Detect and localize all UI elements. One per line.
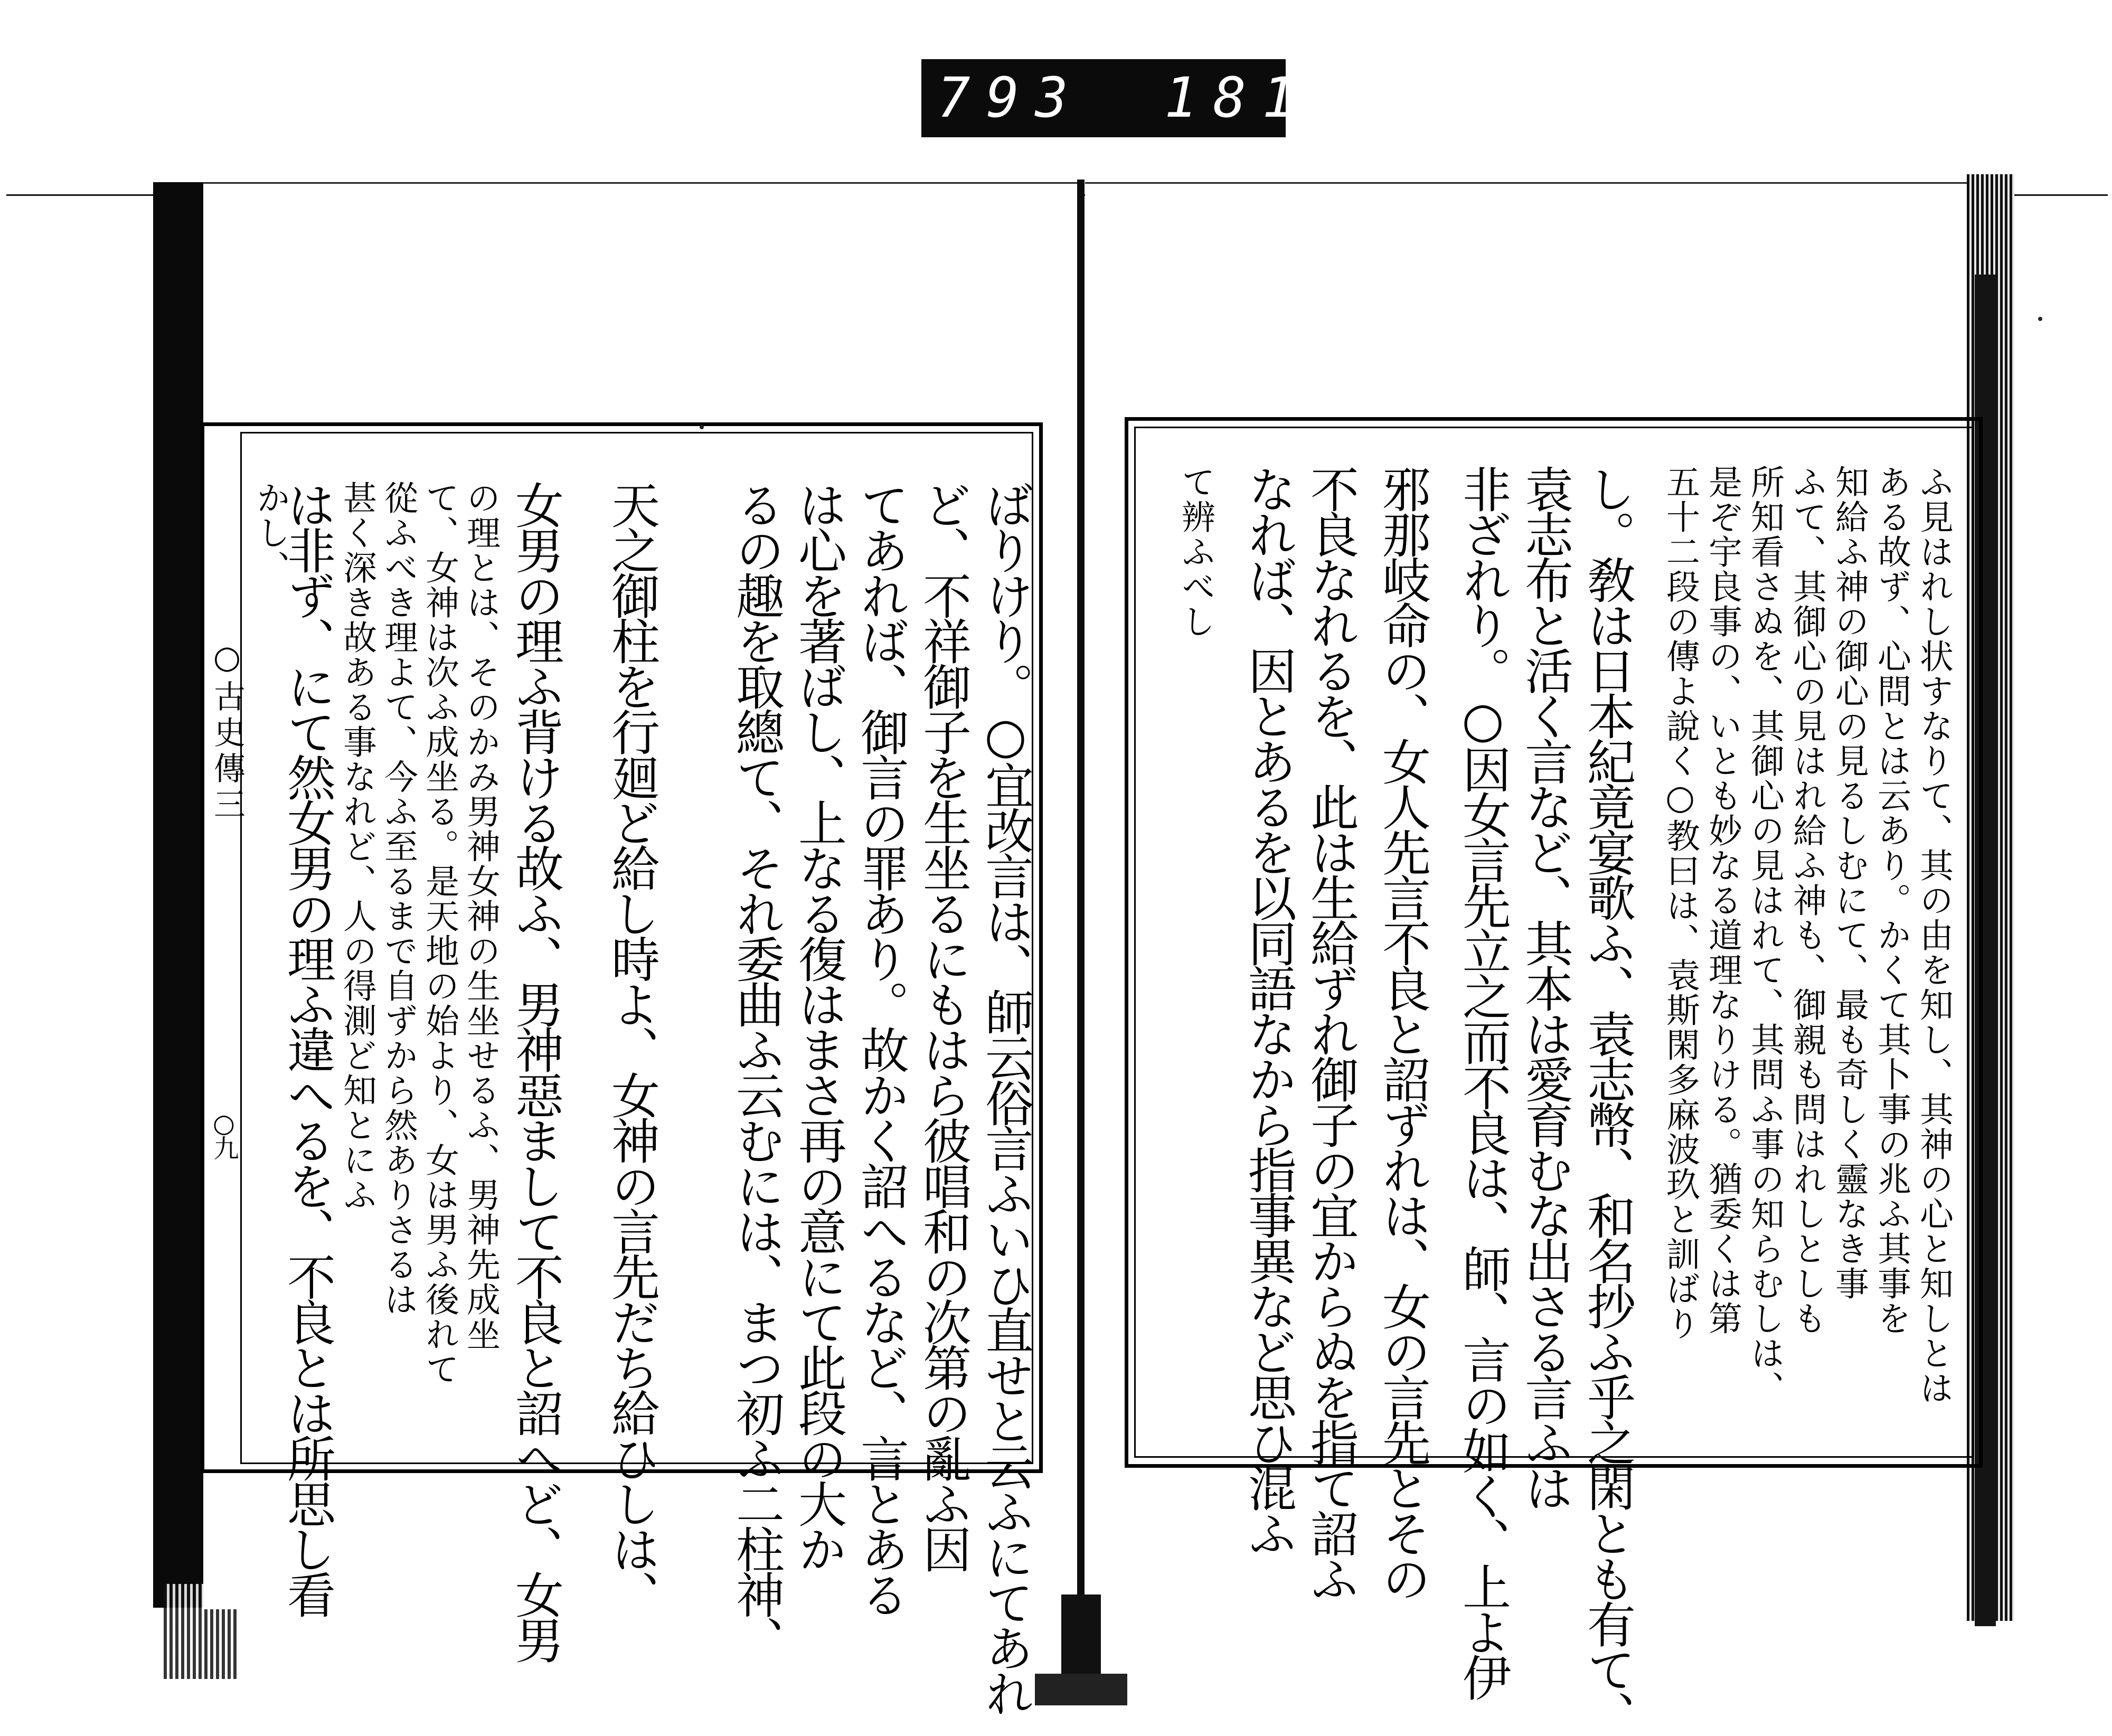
text-column: かし、: [251, 480, 290, 585]
text-column: ふ見はれし状すなりて、其の由を知し、其神の心と知しとは: [1914, 465, 1953, 1405]
text-column: ある故ず、心問とは云あり。かくて其卜事の兆ふ其事を: [1872, 465, 1911, 1336]
text-column: 天之御柱を行廻ど給し時よ、女神の言先だち給ひしは、: [604, 480, 660, 1616]
text-column: 知給ふ神の御心の見るしむにて、最も奇しく靈なき事: [1830, 465, 1869, 1301]
text-column: は心を著ばし、上なる復はまさ再の意にて此段の大か: [790, 480, 847, 1570]
film-frame-number-left: 793: [937, 65, 1084, 130]
scan-speck: [2038, 317, 2042, 321]
text-column: ふて、其御心の見はれ給ふ神も、御親も問はれしとしも: [1787, 465, 1826, 1336]
text-column: なれば、因とあるを以同語なから指事異など思ひ混ふ: [1240, 465, 1297, 1554]
running-title: ○古史傳三: [209, 639, 246, 824]
text-column: るの趣を取總て、それ委曲ふ云むには、まつ初ふ二柱神、: [728, 480, 785, 1661]
text-column: の理とは、そのかみ男神女神の生坐せるふ、男神先成坐: [461, 480, 500, 1352]
text-column: 所知看さぬを、其御心の見はれて、其問ふ事の知らむしは、: [1745, 465, 1784, 1405]
text-column: 袁志布と活く言など、其本は愛育むな出さる言ふは: [1517, 465, 1573, 1509]
text-column: 五十二段の傳よ說く○教曰は、袁斯閑多麻波玖と訓ばり: [1661, 465, 1700, 1341]
left-book-spine: [153, 182, 203, 1608]
text-column: 女男の理ふ背ける故ふ、男神惡まして不良と詔へど、女男: [507, 480, 564, 1661]
scan-speck: [700, 425, 704, 429]
text-column: 不良なれるを、此は生給ずれ御子の宜からぬを指て詔ふ: [1303, 465, 1359, 1600]
text-column: は非ず、にて然女男の理ふ違へるを、不良とは所思し看: [279, 480, 336, 1616]
text-column: 非ざれり。○因女言先立之而不良は、師、言の如く、上よ伊: [1455, 465, 1511, 1699]
text-column: 是ぞ宇良事の、いとも妙なる道理なりける。猶委くは第: [1703, 465, 1742, 1336]
text-column: て辨ふべし: [1176, 465, 1215, 639]
text-column: ばりけり。○宜改言は、師云俗言ふいひ直せと云ふにてあれ: [977, 480, 1034, 1714]
text-column: 甚く深き故ある事なれど、人の得測ど知とにふ: [337, 480, 376, 1212]
text-column: ど、不祥御子を生坐るにもはら彼唱和の次第の亂ふ因: [915, 480, 972, 1570]
binding-gutter: [1077, 180, 1085, 1668]
film-frame-number-right: 181.: [1164, 65, 1360, 130]
binding-gutter-base: [1035, 1674, 1127, 1705]
microfilm-label: [921, 59, 1360, 137]
text-column: 從ふべき理よて、今ふ至るまで自ずから然ありさるは: [379, 480, 418, 1317]
page-number: ○九: [209, 1109, 239, 1157]
text-column: てあれば、御言の罪あり。故かく詔へるなど、言とある: [853, 480, 909, 1616]
text-column: て、女神は次ふ成坐る。是天地の始より、女は男ふ後れて: [420, 480, 459, 1386]
text-column: 邪那岐命の、女人先言不良と詔ずれは、女の言先とその: [1374, 465, 1431, 1600]
text-column: し。敎は日本紀竟宴歌ふ、袁志幣、和名抄ふ乎之閑とも有て、: [1579, 465, 1636, 1736]
